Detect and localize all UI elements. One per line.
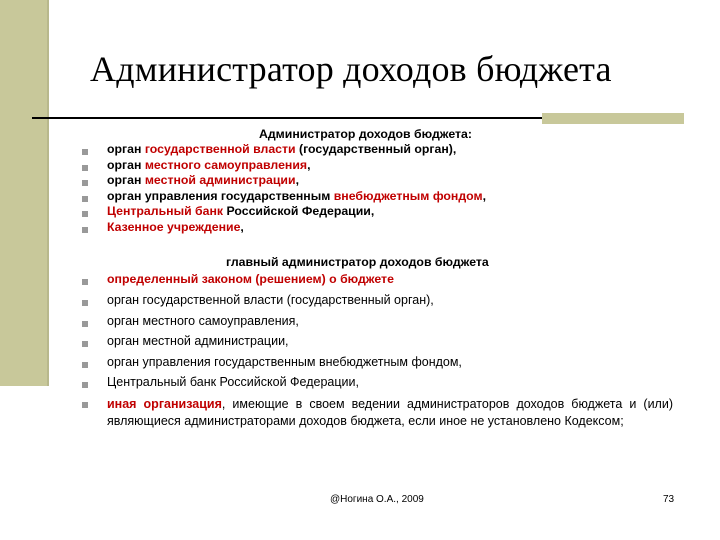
section1-item: орган управления государственным внебюджетным фондом, — [107, 189, 487, 203]
slide-title: Администратор доходов бюджета — [90, 49, 612, 89]
last-item-highlight: иная организация — [107, 397, 222, 411]
bullet-icon — [82, 227, 88, 233]
bullet-icon — [82, 180, 88, 186]
bullet-icon — [82, 279, 88, 285]
section1-item: Казенное учреждение, — [107, 220, 244, 234]
section2-item: орган управления государственным внебюджетным фондом, — [107, 355, 462, 369]
bullet-icon — [82, 402, 88, 408]
bullet-icon — [82, 196, 88, 202]
left-accent-band — [0, 0, 47, 386]
section2-item: орган местного самоуправления, — [107, 314, 299, 328]
section1-item: орган местного самоуправления, — [107, 158, 311, 172]
title-rule — [32, 117, 542, 119]
bullet-icon — [82, 149, 88, 155]
footer-credit: @Ногина О.А., 2009 — [330, 494, 424, 505]
section2-item: Центральный банк Российской Федерации, — [107, 375, 359, 389]
bullet-icon — [82, 165, 88, 171]
section2-item: определенный законом (решением) о бюджете — [107, 272, 394, 286]
section2-item: орган государственной власти (государственный орган), — [107, 293, 434, 307]
bullet-icon — [82, 321, 88, 327]
bullet-icon — [82, 300, 88, 306]
last-item-text: , имеющие в своем ведении администраторов доходов бюджета и (или) являющиеся администраторами доходов бюджета, если иное не установлено Кодексом; — [107, 397, 673, 428]
bullet-icon — [82, 341, 88, 347]
section1-item: Центральный банк Российской Федерации, — [107, 204, 375, 218]
section2-heading: главный администратор доходов бюджета — [226, 255, 489, 269]
bullet-icon — [82, 362, 88, 368]
section1-item: орган местной администрации, — [107, 173, 299, 187]
bullet-icon — [82, 211, 88, 217]
section2-item: орган местной администрации, — [107, 334, 289, 348]
title-rule-accent — [542, 113, 684, 124]
left-accent-line — [47, 0, 49, 386]
section2-last-item — [107, 396, 673, 430]
bullet-icon — [82, 382, 88, 388]
section1-heading: Администратор доходов бюджета: — [259, 127, 472, 141]
section1-item: орган государственной власти (государственный орган), — [107, 142, 457, 156]
page-number: 73 — [663, 494, 675, 505]
